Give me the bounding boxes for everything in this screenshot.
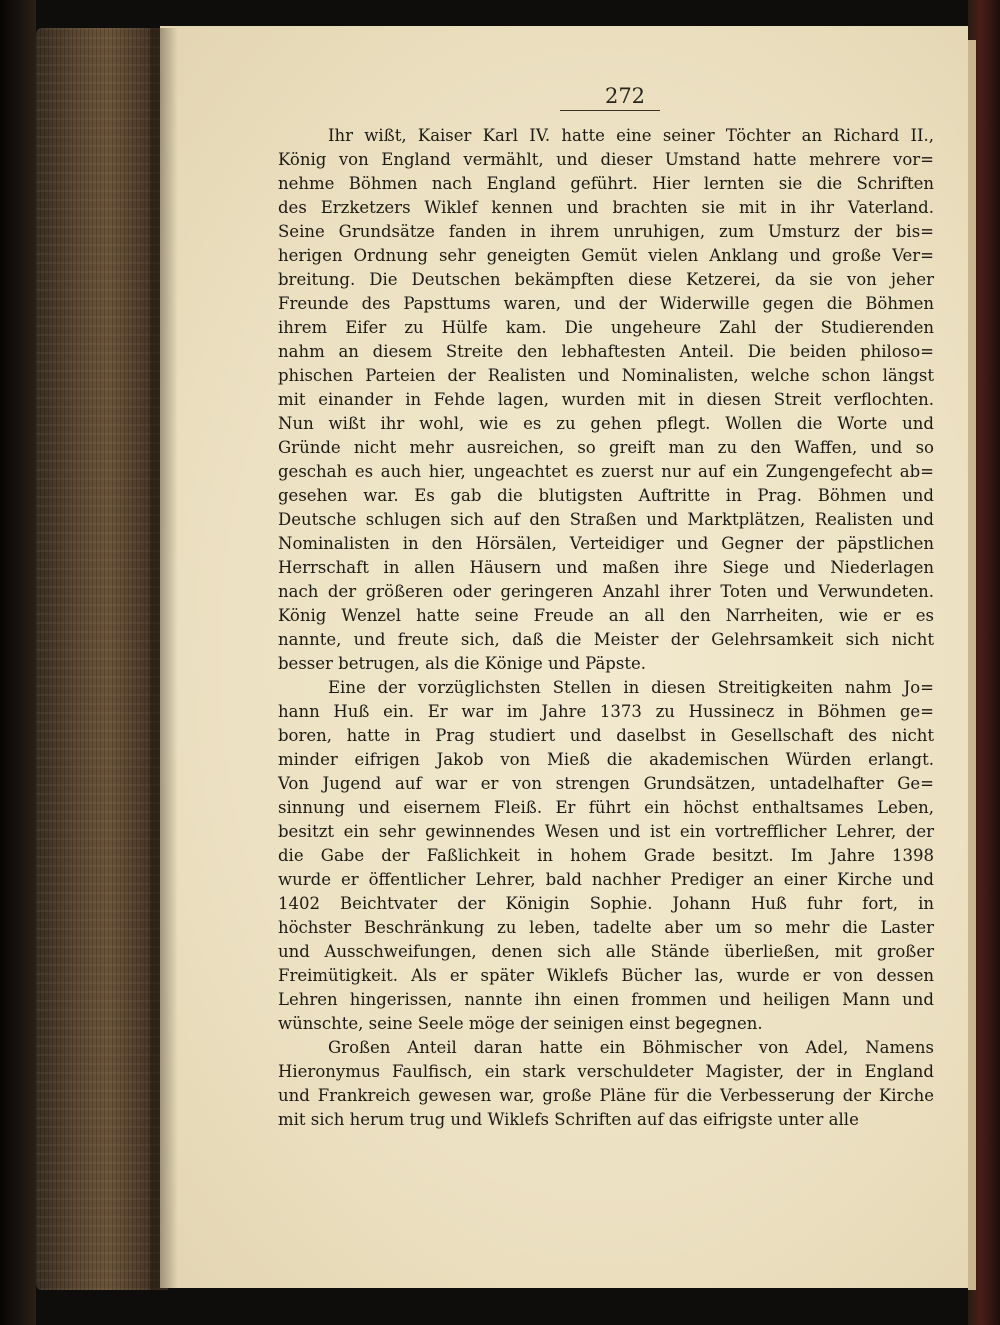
adjacent-page-sliver — [968, 40, 976, 1290]
gutter-shadow — [150, 28, 178, 1290]
text-line: Hieronymus Faulfisch, ein stark verschuldeter Magister, der in England — [278, 1062, 934, 1081]
text-line: die Gabe der Faßlichkeit in hohem Grade besitzt. Im Jahre 1398 — [278, 846, 934, 865]
paragraph — [278, 124, 934, 676]
text-line: boren, hatte in Prag studiert und daselbst in Gesellschaft des nicht — [278, 726, 934, 745]
text-line: Herrschaft in allen Häusern und maßen ihre Siege und Niederlagen — [278, 558, 934, 577]
text-line: nehme Böhmen nach England geführt. Hier lernten sie die Schriften — [278, 174, 934, 193]
body-text — [278, 124, 934, 1132]
text-line: wurde er öffentlicher Lehrer, bald nachher Prediger an einer Kirche und — [278, 870, 934, 889]
text-line: Lehren hingerissen, nannte ihn einen frommen und heiligen Mann und — [278, 990, 934, 1009]
text-line: minder eifrigen Jakob von Mieß die akademischen Würden erlangt. — [278, 750, 934, 769]
text-line: nannte, und freute sich, daß die Meister der Gelehrsamkeit sich nicht — [278, 630, 934, 649]
text-line: König von England vermählt, und dieser Umstand hatte mehrere vor= — [278, 150, 934, 169]
text-line: Freunde des Papsttums waren, und der Widerwille gegen die Böhmen — [278, 294, 934, 313]
text-line: Ihr wißt, Kaiser Karl IV. hatte eine seiner Töchter an Richard II., — [328, 126, 934, 145]
text-line: Eine der vorzüglichsten Stellen in diesen Streitigkeiten nahm Jo= — [328, 678, 934, 697]
text-line: Seine Grundsätze fanden in ihrem unruhigen, zum Umsturz der bis= — [278, 222, 934, 241]
text-line: und Frankreich gewesen war, große Pläne für die Verbesserung der Kirche — [278, 1086, 934, 1105]
text-line: gesehen war. Es gab die blutigsten Auftritte in Prag. Böhmen und — [278, 486, 934, 505]
page-stack-edge — [36, 28, 168, 1290]
text-line: des Erzketzers Wiklef kennen und brachten sie mit in ihr Vaterland. — [278, 198, 934, 217]
text-line: König Wenzel hatte seine Freude an all den Narrheiten, wie er es — [278, 606, 934, 625]
text-line: mit einander in Fehde lagen, wurden mit in diesen Streit verflochten. — [278, 390, 934, 409]
book-cover-right-edge — [968, 0, 1000, 1325]
page-number-rule — [560, 110, 660, 111]
text-line: besitzt ein sehr gewinnendes Wesen und ist ein vortrefflicher Lehrer, der — [278, 822, 934, 841]
text-line: nach der größeren oder geringeren Anzahl ihrer Toten und Verwundeten. — [278, 582, 934, 601]
text-line: höchster Beschränkung zu leben, tadelte aber um so mehr die Laster — [278, 918, 934, 937]
text-line: Deutsche schlugen sich auf den Straßen und Marktplätzen, Realisten und — [278, 510, 934, 529]
text-line: Nominalisten in den Hörsälen, Verteidiger und Gegner der päpstlichen — [278, 534, 934, 553]
page-number: 272 — [604, 84, 646, 108]
paragraph — [278, 1036, 934, 1132]
text-line: sinnung und eisernem Fleiß. Er führt ein höchst enthaltsames Leben, — [278, 798, 934, 817]
text-line: nahm an diesem Streite den lebhaftesten Anteil. Die beiden philoso= — [278, 342, 934, 361]
text-line: besser betrugen, als die Könige und Päpste. — [278, 654, 646, 673]
text-line: ihrem Eifer zu Hülfe kam. Die ungeheure Zahl der Studierenden — [278, 318, 934, 337]
paragraph — [278, 676, 934, 1036]
text-line: hann Huß ein. Er war im Jahre 1373 zu Hussinecz in Böhmen ge= — [278, 702, 934, 721]
text-line: Gründe nicht mehr ausreichen, so greift man zu den Waffen, und so — [278, 438, 934, 457]
text-line: phischen Parteien der Realisten und Nominalisten, welche schon längst — [278, 366, 934, 385]
text-line: mit sich herum trug und Wiklefs Schriften auf das eifrigste unter alle — [278, 1110, 859, 1129]
text-line: breitung. Die Deutschen bekämpften diese Ketzerei, da sie von jeher — [278, 270, 934, 289]
text-line: Nun wißt ihr wohl, wie es zu gehen pflegt. Wollen die Worte und — [278, 414, 934, 433]
text-line: herigen Ordnung sehr geneigten Gemüt vielen Anklang und große Ver= — [278, 246, 934, 265]
book-cover-left-edge — [0, 0, 36, 1325]
text-line: und Ausschweifungen, denen sich alle Stände überließen, mit großer — [278, 942, 934, 961]
text-line: Freimütigkeit. Als er später Wiklefs Bücher las, wurde er von dessen — [278, 966, 934, 985]
text-line: Von Jugend auf war er von strengen Grundsätzen, untadelhafter Ge= — [278, 774, 934, 793]
text-line: 1402 Beichtvater der Königin Sophie. Johann Huß fuhr fort, in — [278, 894, 934, 913]
text-line: wünschte, seine Seele möge der seinigen einst begegnen. — [278, 1014, 763, 1033]
book-page — [160, 26, 968, 1288]
text-line: geschah es auch hier, ungeachtet es zuerst nur auf ein Zungengefecht ab= — [278, 462, 934, 481]
text-line: Großen Anteil daran hatte ein Böhmischer von Adel, Namens — [328, 1038, 934, 1057]
